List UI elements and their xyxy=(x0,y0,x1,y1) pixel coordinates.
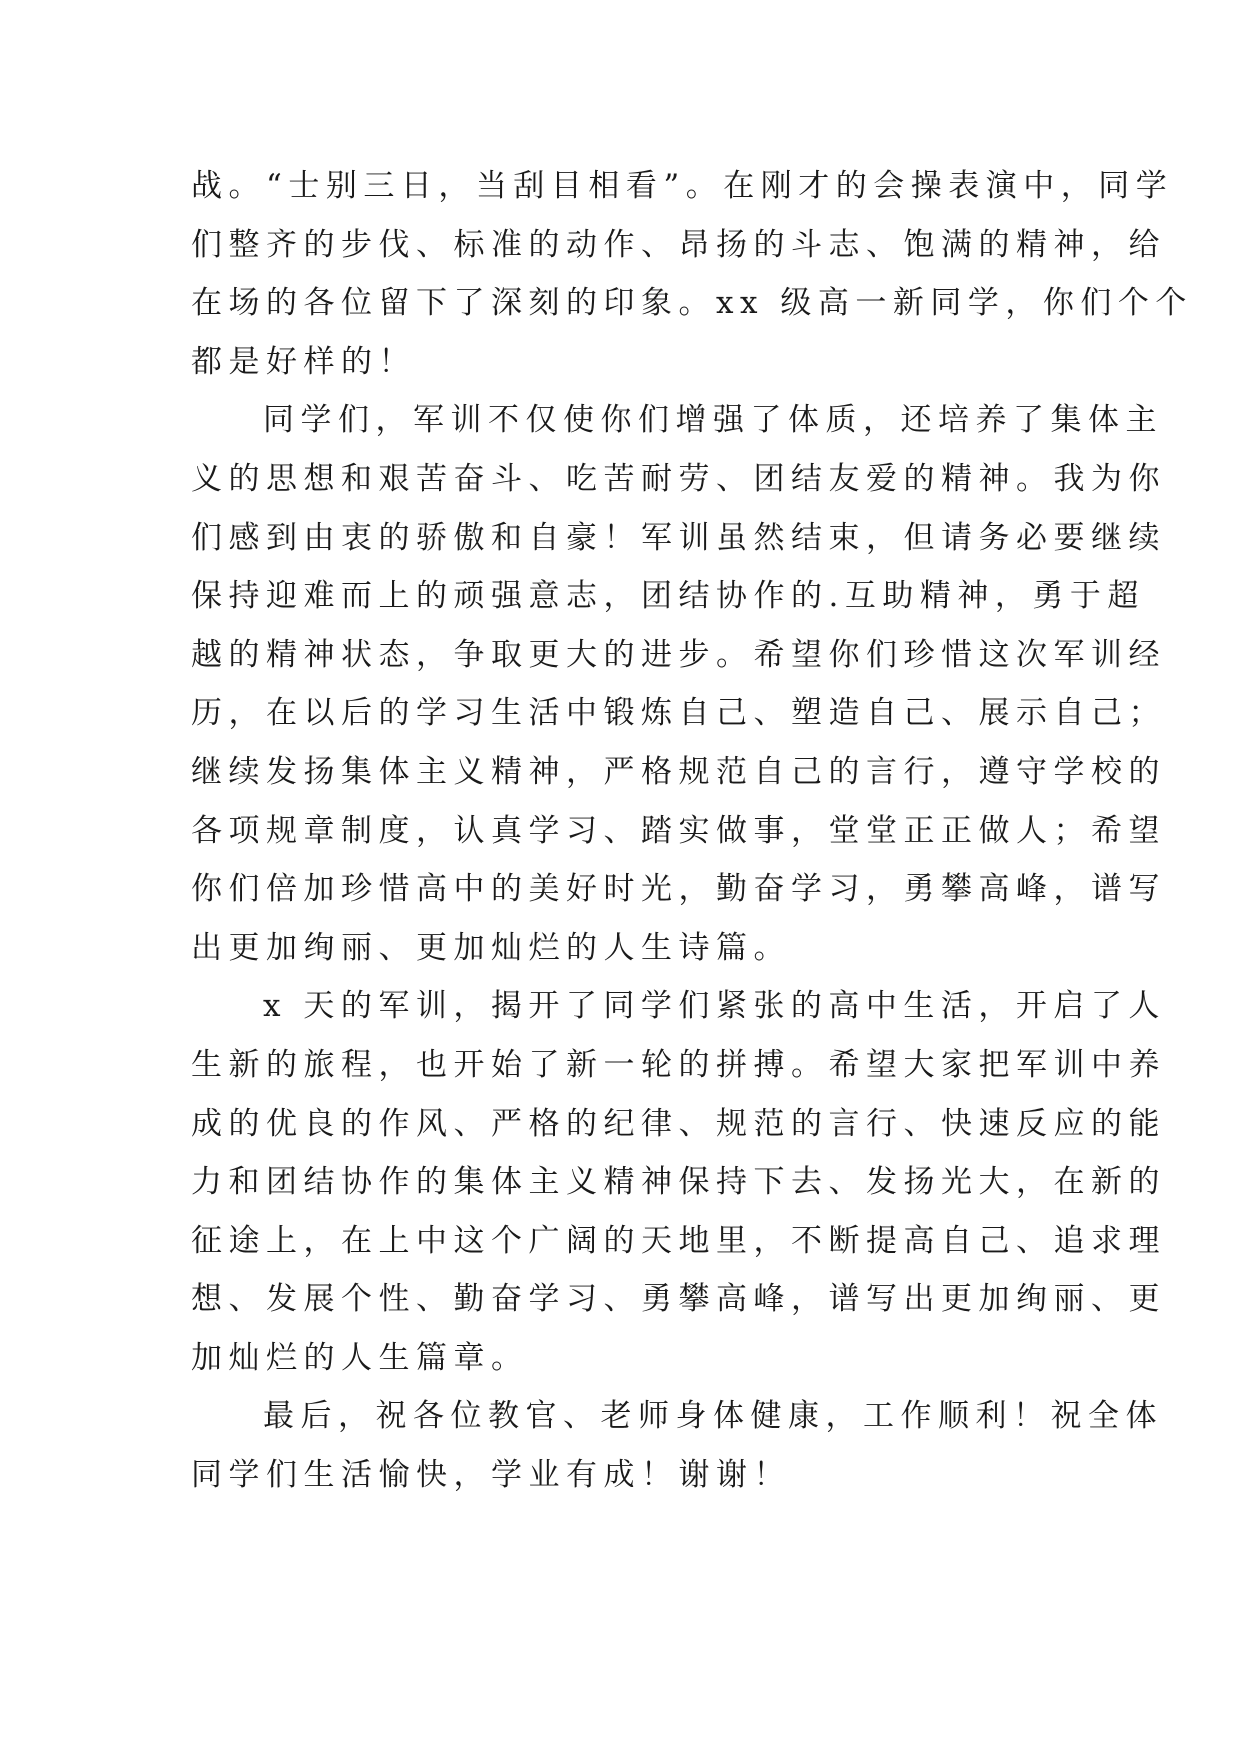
text-line: 在场的各位留下了深刻的印象。xx 级高一新同学，你们个个 xyxy=(191,285,1193,322)
text-line: 力和团结协作的集体主义精神保持下去、发扬光大，在新的 xyxy=(191,1164,1166,1201)
text-line: 同学们生活愉快，学业有成！谢谢！ xyxy=(191,1457,791,1494)
text-line: 加灿烂的人生篇章。 xyxy=(191,1339,529,1376)
text-line: 继续发扬集体主义精神，严格规范自己的言行，遵守学校的 xyxy=(191,753,1166,790)
text-line: 义的思想和艰苦奋斗、吃苦耐劳、团结友爱的精神。我为你 xyxy=(191,460,1166,497)
text-line: 战。“士别三日，当刮目相看”。在刚才的会操表演中，同学 xyxy=(191,168,1174,204)
document-body xyxy=(191,157,1193,1505)
text-line: 越的精神状态，争取更大的进步。希望你们珍惜这次军训经 xyxy=(191,636,1166,673)
text-line: 想、发展个性、勤奋学习、勇攀高峰，谱写出更加绚丽、更 xyxy=(191,1281,1166,1318)
text-line: 们整齐的步伐、标准的动作、昂扬的斗志、饱满的精神，给 xyxy=(191,226,1166,263)
text-line: 历，在以后的学习生活中锻炼自己、塑造自己、展示自己； xyxy=(191,695,1166,732)
text-line: 你们倍加珍惜高中的美好时光，勤奋学习，勇攀高峰，谱写 xyxy=(191,871,1166,908)
text-line: 们感到由衷的骄傲和自豪！军训虽然结束，但请务必要继续 xyxy=(191,519,1166,556)
text-line: 都是好样的！ xyxy=(191,343,416,380)
text-line: 保持迎难而上的顽强意志，团结协作的.互助精神，勇于超 xyxy=(191,578,1145,615)
text-line: 成的优良的作风、严格的纪律、规范的言行、快速反应的能 xyxy=(191,1105,1166,1142)
text-line: 出更加绚丽、更加灿烂的人生诗篇。 xyxy=(191,929,791,966)
text-line: 各项规章制度，认真学习、踏实做事，堂堂正正做人；希望 xyxy=(191,812,1166,849)
paragraph-start-line: x 天的军训，揭开了同学们紧张的高中生活，开启了人 xyxy=(263,988,1166,1025)
paragraph-start-line: 同学们，军训不仅使你们增强了体质，还培养了集体主 xyxy=(263,402,1163,439)
paragraph-start-line: 最后，祝各位教官、老师身体健康，工作顺利！祝全体 xyxy=(263,1398,1163,1435)
text-line: 征途上，在上中这个广阔的天地里，不断提高自己、追求理 xyxy=(191,1222,1166,1259)
text-line: 生新的旅程，也开始了新一轮的拼搏。希望大家把军训中养 xyxy=(191,1046,1166,1083)
